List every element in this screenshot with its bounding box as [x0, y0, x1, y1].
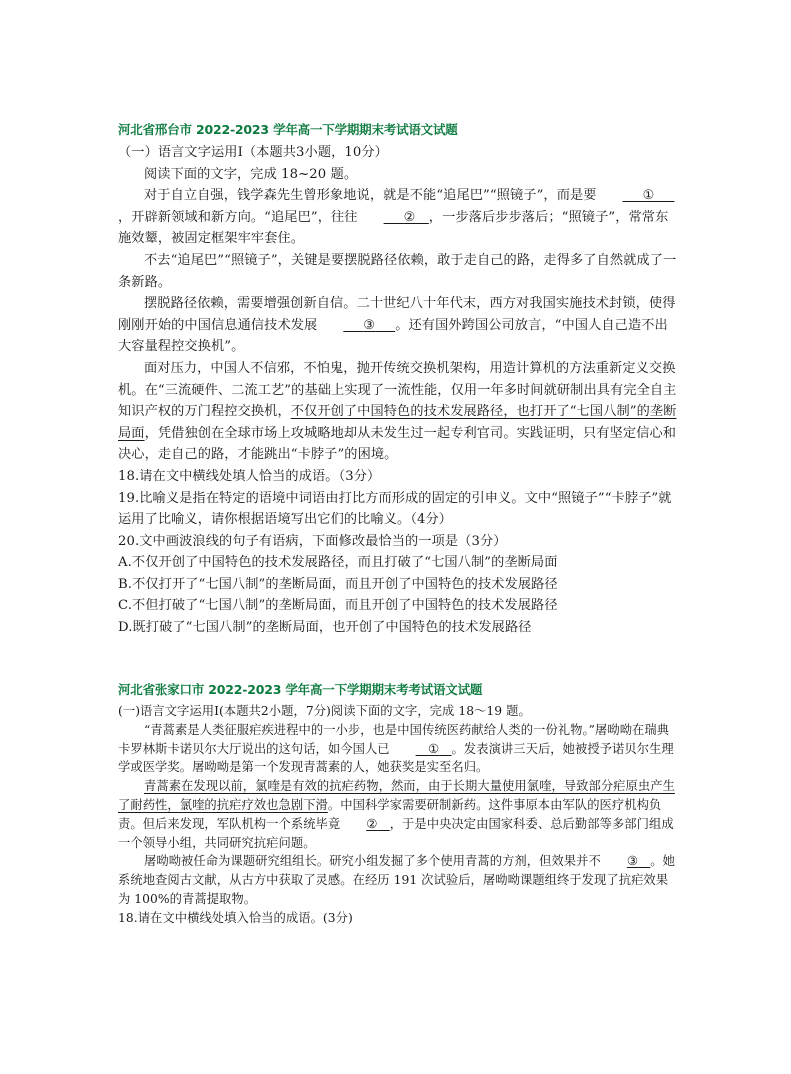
section-2-header: (一)语言文字运用Ⅰ(本题共2小题，7分)阅读下面的文字，完成 18～19 题。	[118, 704, 531, 718]
blank-3	[601, 852, 650, 871]
section-1-paragraph-2: 不去“追尾巴”“照镜子”，关键是要摆脱路径依赖，敢于走自己的路，走得多了自然就成了一条新路。	[118, 252, 677, 290]
section-2-title: 河北省张家口市 2022-2023 学年高一下学期期末考考试语文试题	[118, 682, 483, 697]
section-1-intro: 阅读下面的文字，完成 18~20 题。	[144, 166, 358, 182]
text: 摆脱路径依赖，需要增强创新自信。二十世纪八十年代末，西方对我国实施技术封锁，使得刚刚开始的中国信息通信技术发展	[118, 296, 676, 333]
section-1-title: 河北省邢台市 2022-2023 学年高一下学期期末考试语文试题	[118, 122, 458, 137]
text: 面对压力，中国人不信邪，不怕鬼，抛开传统交换机架构，用造计算机的方法重新定义交换机。在“三流硬件、二流工艺”的基础上实现了一流性能，仅用一年多时间就研制出具有完全自主知识产权的万门程控交换机，	[118, 360, 677, 420]
text: ，一步落后步步落后；“照镜子”，常常东施效颦，被固定框架牢牢套住。	[118, 209, 669, 247]
blank-label: ③	[363, 317, 376, 333]
wavy-underlined-sentence: 不仅开创了中国特色的技术发展路径，也打开了“七国八制”的垄断局面	[118, 404, 677, 441]
section-1-header: （一）语言文字运用Ⅰ（本题共3小题，10分）	[118, 145, 388, 160]
text: 。中国科学家需要研制新药。这件事原本由军队的医疗机构负责。但后来发现，军队机构一个系统毕竟	[118, 797, 662, 831]
blank-label: ②	[403, 209, 416, 225]
option-b: B.不仅打开了“七国八制”的垄断局面，而且开创了中国特色的技术发展路径	[118, 576, 558, 592]
option-d: D.既打破了“七国八制”的垄断局面，也开创了中国特色的技术发展路径	[118, 620, 532, 636]
blank-2	[358, 207, 429, 229]
section-2	[118, 678, 680, 928]
text: ，凭借独创在全球市场上攻城略地却从未发生过一起专利官司。实践证明，只有坚定信心和决心，走自己的路，才能跳出“卡脖子”的困境。	[118, 425, 677, 463]
underlined-sentence: 青蒿素在发现以前，氯喹是有效的抗疟药物，然而，由于长期大量使用氯喹，导致部分疟原虫产生了耐药性，氯喹的抗疟疗效也急剧下滑	[118, 779, 675, 812]
text: ，于是中央决定由国家科委、总后勤部等多部门组成一个领导小组，共同研究抗疟问题。	[118, 816, 674, 850]
text: 。发表演讲三天后，她被授予诺贝尔生理学或医学奖。屠呦呦是第一个发现青蒿素的人，她获奖是实至名归。	[118, 741, 674, 775]
blank-label: ①	[428, 741, 440, 756]
section-2-paragraph-3	[118, 852, 680, 908]
section-1-paragraph-1	[118, 185, 680, 250]
blank-3	[317, 315, 395, 337]
question-19: 19.比喻义是指在特定的语境中词语由打比方而形成的固定的引申义。文中“照镜子”“卡脖子”就运用了比喻义，请你根据语境写出它们的比喻义。（4分）	[118, 490, 672, 528]
text: 。她系统地查阅古文献，从古方中获取了灵感。在经历 191 次试验后，屠呦呦课题组终于发现了抗疟效果为 100%的青蒿提取物。	[118, 854, 675, 906]
blank-label: ①	[642, 188, 655, 204]
question-18: 18.请在文中横线处填入恰当的成语。(3分)	[118, 910, 353, 925]
blank-2	[340, 815, 389, 834]
text: ，开辟新领域和新方向。“追尾巴”，往往	[118, 209, 358, 225]
option-a: A.不仅开创了中国特色的技术发展路径，而且打破了“七国八制”的垄断局面	[118, 555, 558, 571]
blank-label: ②	[366, 816, 378, 831]
text: 。还有国外跨国公司放言，“中国人自己造不出大容量程控交换机”。	[118, 317, 668, 355]
blank-label: ③	[626, 854, 638, 869]
question-20: 20.文中画波浪线的句子有语病，下面修改最恰当的一项是（3分）	[118, 533, 507, 549]
text: 对于自立自强，钱学森先生曾形象地说，就是不能“追尾巴”“照镜子”，而是要	[144, 188, 597, 204]
section-2-paragraph-2	[118, 777, 680, 852]
section-2-paragraph-1	[118, 721, 680, 777]
option-c: C.不但打破了“七国八制”的垄断局面，而且开创了中国特色的技术发展路径	[118, 598, 558, 614]
blank-1	[597, 185, 675, 207]
section-1-paragraph-4	[118, 358, 680, 466]
section-1	[118, 118, 680, 639]
blank-1	[390, 740, 452, 759]
question-18: 18.请在文中横线处填人恰当的成语。（3分）	[118, 468, 381, 484]
section-1-paragraph-3	[118, 293, 680, 358]
text: 屠呦呦被任命为课题研究组组长。研究小组发掘了多个使用青蒿的方剂，但效果并不	[144, 854, 601, 869]
text: “青蒿素是人类征服疟疾进程中的一小步，也是中国传统医药献给人类的一份礼物。”屠呦呦在瑞典卡罗林斯卡诺贝尔大厅说出的这句话，如今国人已	[118, 722, 670, 756]
